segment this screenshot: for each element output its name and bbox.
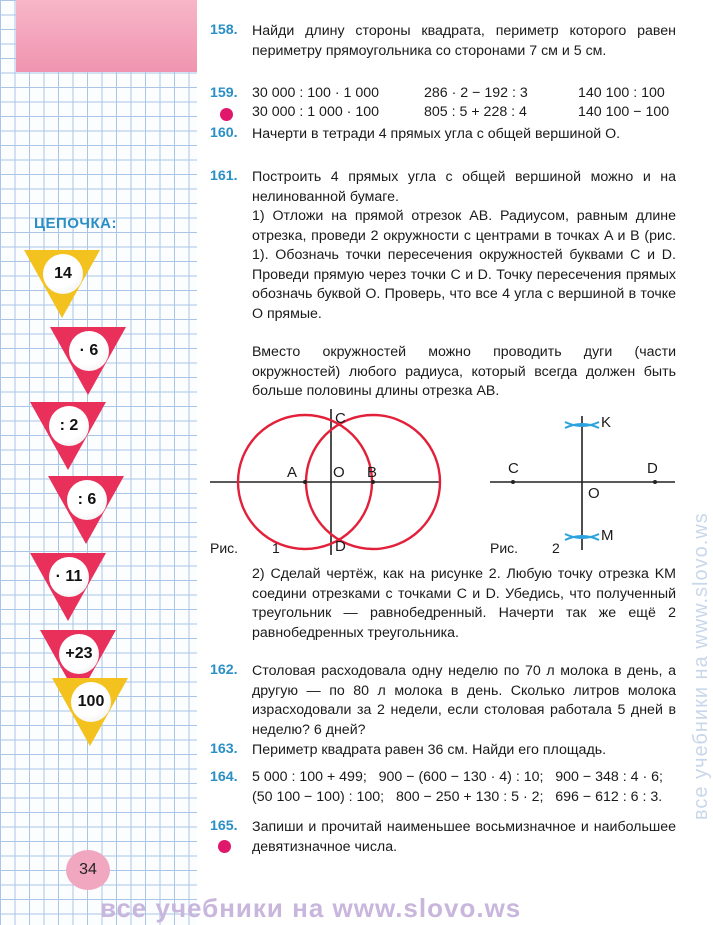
fig1-label-d: D bbox=[335, 538, 346, 555]
exercise-160-number: 160. bbox=[210, 125, 238, 141]
exercise-161-step2: 2) Сделай чертёж, как на рисунке 2. Любую точку отрезка KM соедини отрезками с точками C и D. Убедись, что полученный треугольник — равнобедренный. Начерти так же ещё 2 равнобедренных треугольника. bbox=[252, 566, 676, 641]
exercise-164-line1: 5 000 : 100 + 499; 900 − (600 − 130 · 4) : 10; 900 − 348 : 4 · 6; bbox=[252, 769, 663, 785]
exercise-161-number: 161. bbox=[210, 168, 238, 184]
exercise-159-r1c3: 140 100 : 100 bbox=[578, 85, 665, 101]
difficulty-dot-165 bbox=[218, 840, 231, 853]
exercise-159-number: 159. bbox=[210, 85, 238, 101]
exercise-164-number: 164. bbox=[210, 769, 238, 785]
exercise-159-r2c3: 140 100 − 100 bbox=[578, 104, 670, 120]
figure-2 bbox=[485, 410, 680, 560]
fig2-label-d: D bbox=[647, 460, 658, 477]
exercise-165-text: Запиши и прочитай наименьшее восьмизначное и наибольшее девятизначное числа. bbox=[252, 819, 676, 855]
chain-step-1: 14 bbox=[54, 265, 72, 282]
exercise-165-number: 165. bbox=[210, 818, 238, 834]
fig2-label-c: C bbox=[508, 460, 519, 477]
exercise-161-step1: 1) Отложи на прямой отрезок AB. Радиусом, равным длине отрезка, проведи 2 окружности с центрами в точках A и B (рис. 1). Обозначь точки пересечения окружностей буквами C и D. Проведи прямую через точки C и D. Точку пересечения прямых обозначь буквой O. Проверь, что все 4 угла с вершиной в точке O прямые. bbox=[252, 208, 676, 322]
fig2-label-o: O bbox=[588, 485, 600, 502]
chain-step-6: +23 bbox=[65, 645, 93, 662]
exercise-163-text: Периметр квадрата равен 36 см. Найди его площадь. bbox=[252, 742, 607, 758]
figure-1-caption: Рис. 1 bbox=[210, 540, 280, 556]
exercise-159-r1c1: 30 000 : 100 · 1 000 bbox=[252, 85, 380, 101]
figure-1 bbox=[205, 405, 445, 560]
exercise-161-intro: Построить 4 прямых угла с общей вершиной можно и на нелинованной бумаге. bbox=[252, 169, 676, 205]
chain-title: ЦЕПОЧКА: bbox=[34, 215, 117, 232]
bottom-watermark: все учебники на www.slovo.ws bbox=[100, 893, 522, 923]
difficulty-dot bbox=[220, 108, 233, 121]
page-number: 34 bbox=[66, 850, 110, 890]
exercise-158-number: 158. bbox=[210, 22, 238, 38]
exercise-159-r2c1: 30 000 : 1 000 · 100 bbox=[252, 104, 380, 120]
chain-step-7: 100 bbox=[77, 693, 105, 710]
fig1-label-c: C bbox=[335, 410, 346, 427]
fig2-label-m: M bbox=[601, 527, 614, 544]
exercise-162-text: Столовая расходовала одну неделю по 70 л молока в день, а другую — по 80 л молока в день. Сколько литров молока израсходовали за 2 недели, если столовая работала 5 дней в неделю? 6 дней? bbox=[252, 663, 676, 738]
fig1-label-o: O bbox=[333, 464, 345, 481]
exercise-158-text: Найди длину стороны квадрата, периметр которого равен периметру прямоугольника со сторонами 7 см и 5 см. bbox=[252, 23, 676, 59]
chain-step-5: · 11 bbox=[55, 568, 83, 585]
exercise-164-line2: (50 100 − 100) : 100; 800 − 250 + 130 : 5 · 2; 696 − 612 : 6 : 3. bbox=[252, 789, 663, 805]
exercise-160-text: Начерти в тетради 4 прямых угла с общей вершиной O. bbox=[252, 126, 621, 142]
fig1-label-a: A bbox=[287, 464, 298, 481]
exercise-161-note: Вместо окружностей можно проводить дуги (части окружностей) любого радиуса, который всегда должен быть больше половины длины отрезка AB. bbox=[252, 344, 676, 399]
pink-header-block bbox=[16, 0, 197, 72]
chain-step-2: · 6 bbox=[79, 342, 99, 359]
fig2-label-k: K bbox=[601, 414, 612, 431]
chain-step-3: : 2 bbox=[59, 417, 79, 434]
figure-2-caption: Рис. 2 bbox=[490, 540, 560, 556]
fig1-label-b: B bbox=[367, 464, 378, 481]
side-watermark: все учебники на www.slovo.ws bbox=[690, 512, 712, 820]
chain-step-4: : 6 bbox=[77, 491, 97, 508]
exercise-159-r1c2: 286 · 2 − 192 : 3 bbox=[424, 85, 528, 101]
exercise-159-r2c2: 805 : 5 + 228 : 4 bbox=[424, 104, 527, 120]
exercise-163-number: 163. bbox=[210, 741, 238, 757]
exercise-162-number: 162. bbox=[210, 662, 238, 678]
